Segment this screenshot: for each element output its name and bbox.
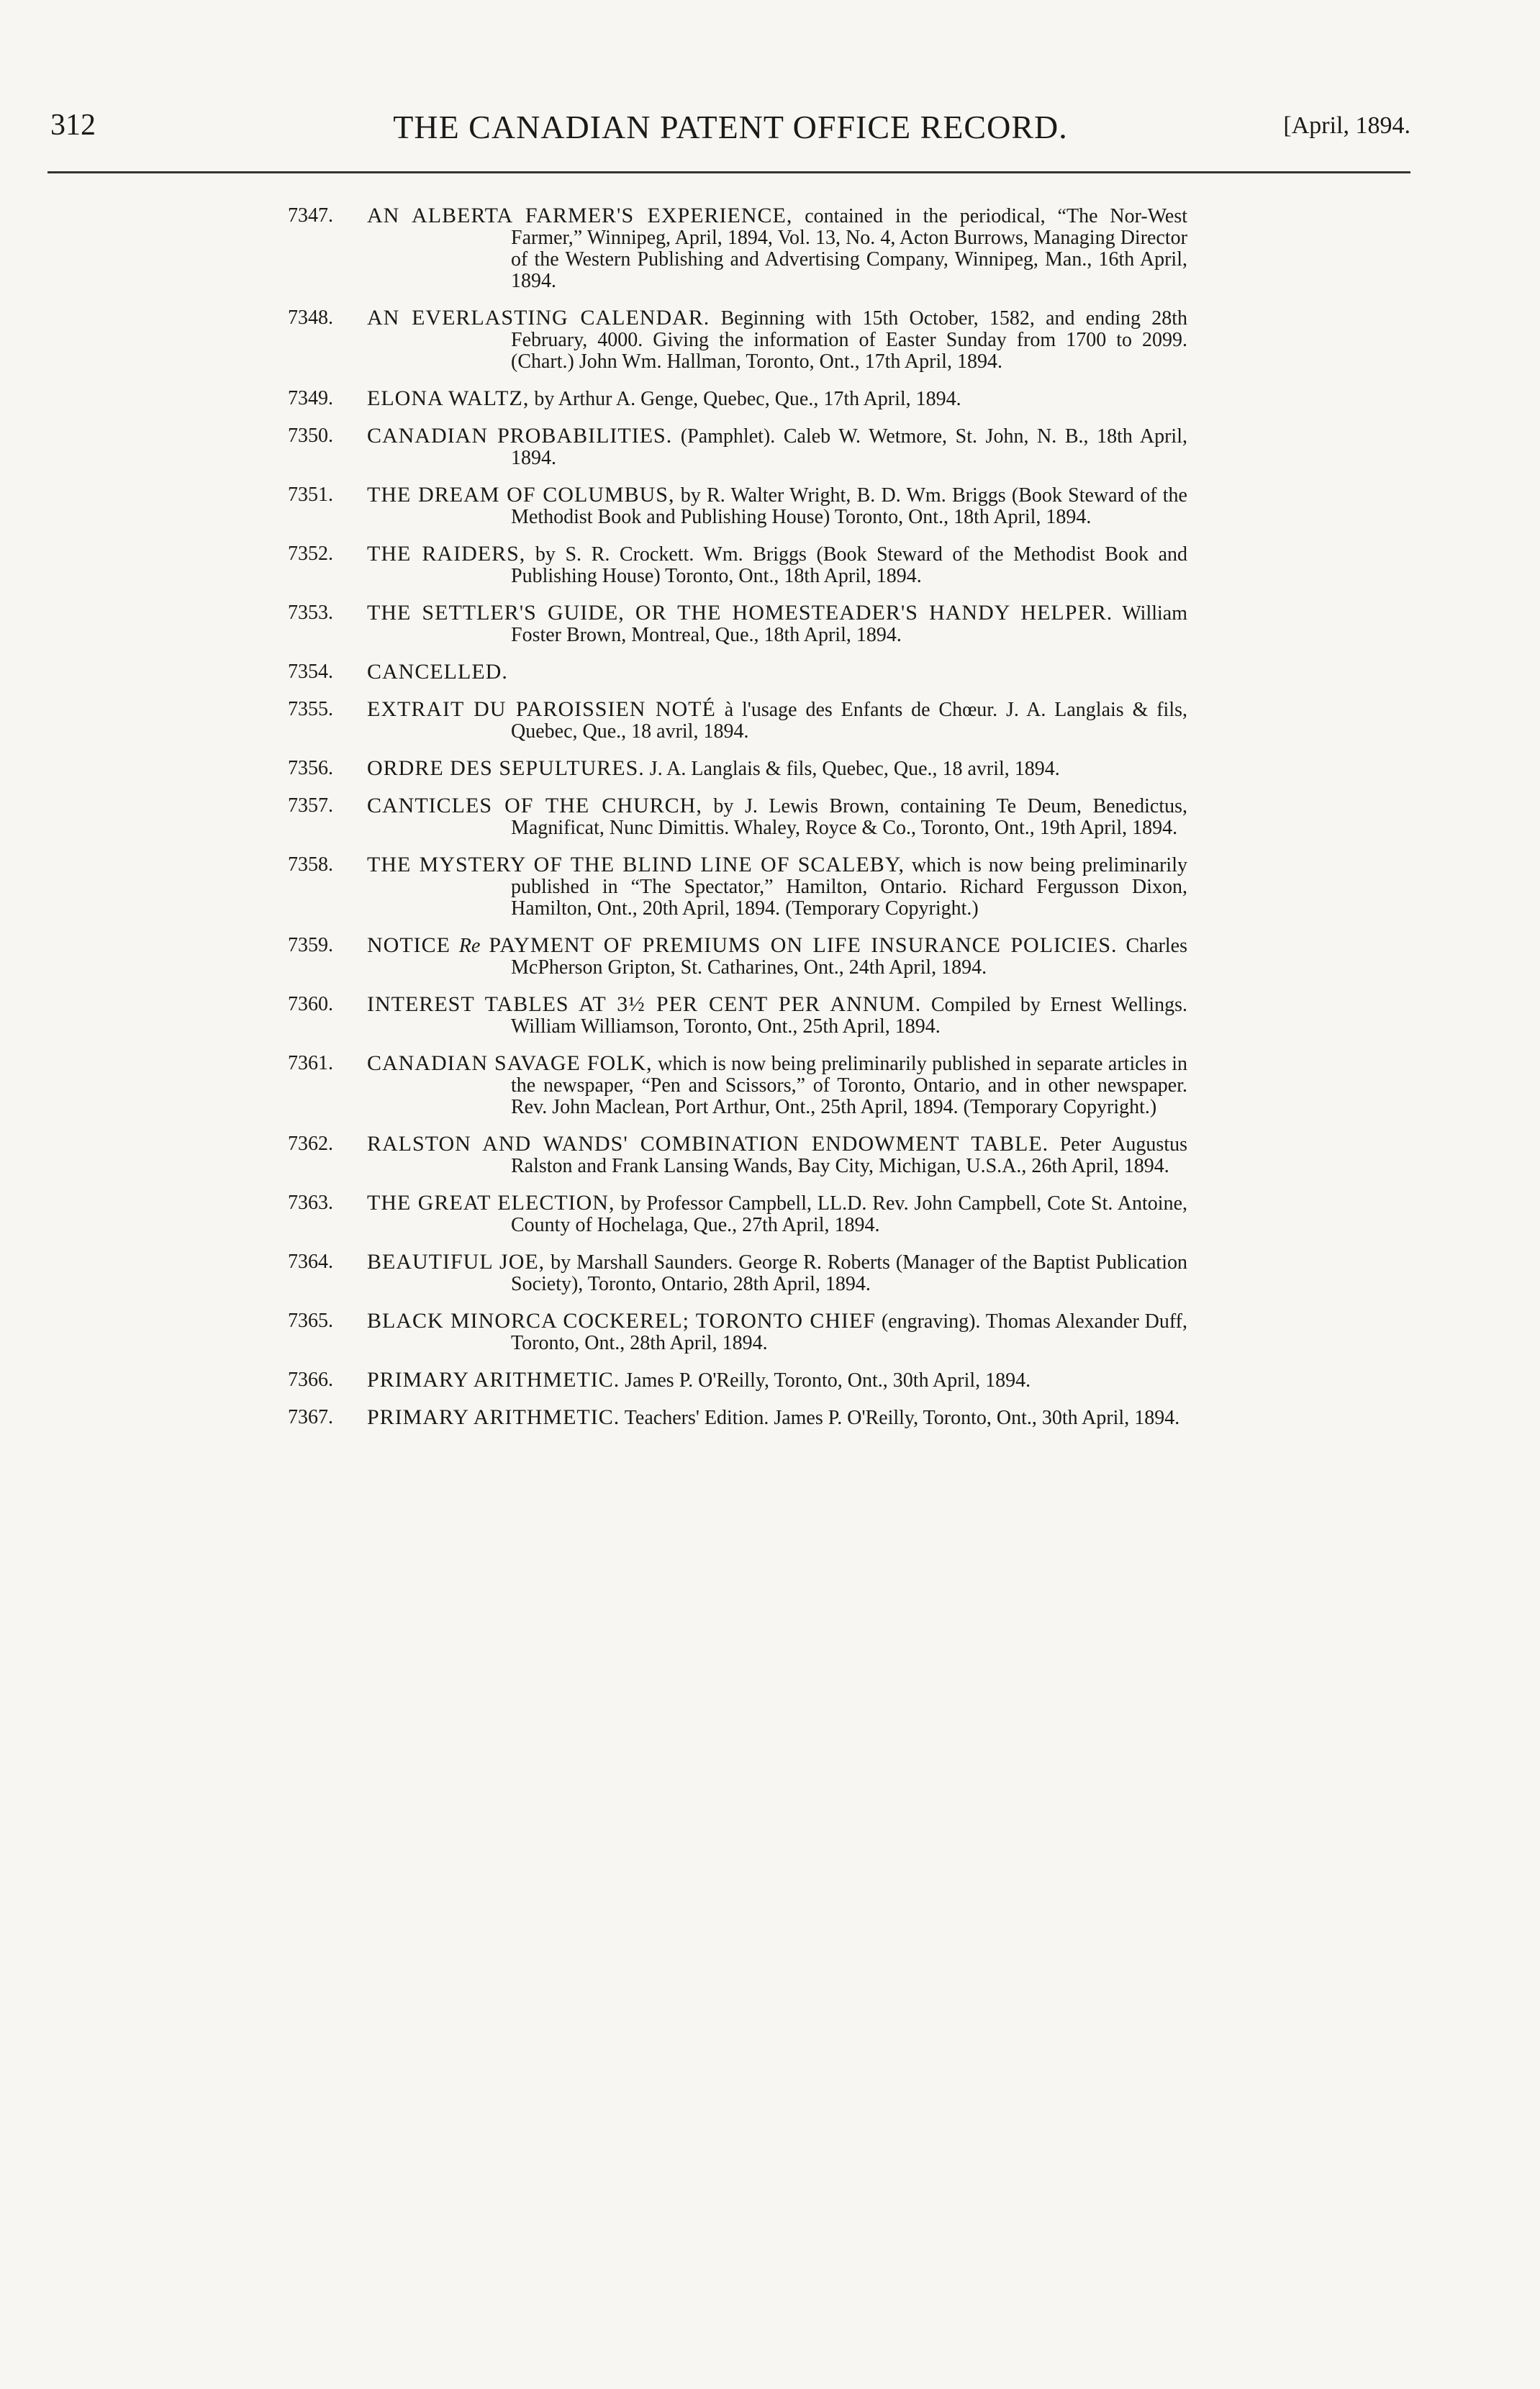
entry-number: 7362. bbox=[288, 1133, 333, 1155]
entry-number: 7360. bbox=[288, 993, 333, 1015]
entry-body bbox=[367, 854, 1187, 920]
entry-title: THE MYSTERY OF THE BLIND LINE OF SCALEBY, bbox=[367, 853, 905, 876]
entry bbox=[288, 388, 1187, 410]
entry-number: 7364. bbox=[288, 1251, 333, 1273]
entry-title: INTEREST TABLES AT 3½ PER CENT PER ANNUM. bbox=[367, 992, 922, 1016]
entry-number: 7348. bbox=[288, 307, 333, 329]
entry-number: 7350. bbox=[288, 425, 333, 447]
entry-body bbox=[367, 307, 1187, 373]
entry-body bbox=[367, 1369, 1187, 1392]
entry-body bbox=[367, 388, 1187, 410]
entry-body bbox=[367, 699, 1187, 743]
entry-body bbox=[367, 758, 1187, 780]
entry-number: 7367. bbox=[288, 1406, 333, 1428]
entry-number: 7353. bbox=[288, 602, 333, 624]
entry-title: CANADIAN SAVAGE FOLK, bbox=[367, 1051, 653, 1075]
entry bbox=[288, 1310, 1187, 1354]
entry bbox=[288, 543, 1187, 587]
entry-body bbox=[367, 1407, 1187, 1429]
entry-details: Compiled by Ernest Wellings. William Williamson, Toronto, Ont., 25th April, 1894. bbox=[511, 994, 1187, 1038]
entry bbox=[288, 1251, 1187, 1295]
entry-details: Charles McPherson Gripton, St. Catharines, Ont., 24th April, 1894. bbox=[511, 935, 1187, 979]
entry bbox=[288, 307, 1187, 373]
entry bbox=[288, 1192, 1187, 1236]
entry-body bbox=[367, 1192, 1187, 1236]
entry bbox=[288, 935, 1187, 979]
entry-title: THE DREAM OF COLUMBUS, bbox=[367, 483, 675, 507]
entry-details: by R. Walter Wright, B. D. Wm. Briggs (Book Steward of the Methodist Book and Publishing House) Toronto, Ont., 18th April, 1894. bbox=[511, 484, 1187, 528]
entry-details: William Foster Brown, Montreal, Que., 18th April, 1894. bbox=[511, 602, 1187, 646]
entry-details: à l'usage des Enfants de Chœur. J. A. Langlais & fils, Quebec, Que., 18 avril, 1894. bbox=[511, 699, 1188, 743]
entry-number: 7366. bbox=[288, 1369, 333, 1391]
entry-title: BLACK MINORCA COCKEREL; TORONTO CHIEF bbox=[367, 1309, 876, 1333]
entry bbox=[288, 661, 1187, 684]
entry-body bbox=[367, 661, 1187, 684]
entry-details: by Professor Campbell, LL.D. Rev. John Campbell, Cote St. Antoine, County of Hochelaga, Que., 27th April, 1894. bbox=[511, 1192, 1188, 1236]
entry bbox=[288, 994, 1187, 1038]
entry bbox=[288, 699, 1187, 743]
entry-number: 7356. bbox=[288, 757, 333, 779]
entry bbox=[288, 484, 1187, 528]
entry-body bbox=[367, 484, 1187, 528]
entry-number: 7352. bbox=[288, 543, 333, 565]
entry bbox=[288, 1053, 1187, 1118]
entry-details: by S. R. Crockett. Wm. Briggs (Book Steward of the Methodist Book and Publishing House) Toronto, Ont., 18th April, 1894. bbox=[511, 543, 1188, 587]
entry-details: (Pamphlet). Caleb W. Wetmore, St. John, N. B., 18th April, 1894. bbox=[511, 425, 1187, 469]
entry-details: (engraving). Thomas Alexander Duff, Toronto, Ont., 28th April, 1894. bbox=[511, 1310, 1188, 1354]
entry-details: by J. Lewis Brown, containing Te Deum, Benedictus, Magnificat, Nunc Dimittis. Whaley, Royce & Co., Toronto, Ont., 19th April, 1894. bbox=[511, 795, 1187, 839]
entry-title: ELONA WALTZ, bbox=[367, 386, 530, 410]
entry-title: CANTICLES OF THE CHURCH, bbox=[367, 794, 702, 817]
header-rule bbox=[47, 171, 1410, 173]
entry-body bbox=[367, 205, 1187, 292]
entry-body bbox=[367, 1133, 1187, 1177]
entry-details: contained in the periodical, “The Nor-West Farmer,” Winnipeg, April, 1894, Vol. 13, No. 4, Acton Burrows, Managing Director of the Western Publishing and Advertising Company, Winnipeg, Man., 16th April, 1894. bbox=[511, 205, 1187, 292]
entry-title: THE RAIDERS, bbox=[367, 542, 526, 566]
entry bbox=[288, 1369, 1187, 1392]
entry-title: AN ALBERTA FARMER'S EXPERIENCE, bbox=[367, 204, 793, 227]
entry-title: BEAUTIFUL JOE, bbox=[367, 1250, 545, 1274]
entry bbox=[288, 205, 1187, 292]
entry-details: by Marshall Saunders. George R. Roberts (Manager of the Baptist Publication Society), Toronto, Ontario, 28th April, 1894. bbox=[511, 1251, 1187, 1295]
entry-body bbox=[367, 543, 1187, 587]
entry-details: Beginning with 15th October, 1582, and ending 28th February, 4000. Giving the information of Easter Sunday from 1700 to 2099. (Chart.) John Wm. Hallman, Toronto, Ont., 17th April, 1894. bbox=[511, 307, 1187, 373]
entry bbox=[288, 758, 1187, 780]
entry-details: which is now being preliminarily published in “The Spectator,” Hamilton, Ontario. Richard Fergusson Dixon, Hamilton, Ont., 20th April, 1894. (Temporary Copyright.) bbox=[511, 854, 1187, 920]
entry-title: PRIMARY ARITHMETIC. bbox=[367, 1405, 620, 1429]
entry-title: PAYMENT OF PREMIUMS ON LIFE INSURANCE POLICIES. bbox=[489, 933, 1118, 957]
entry-body bbox=[367, 1310, 1187, 1354]
entry-list bbox=[288, 205, 1187, 1444]
entry-number: 7359. bbox=[288, 934, 333, 956]
entry-number: 7365. bbox=[288, 1310, 333, 1332]
running-title: THE CANADIAN PATENT OFFICE RECORD. bbox=[393, 109, 1068, 145]
entry-details: Teachers' Edition. James P. O'Reilly, Toronto, Ont., 30th April, 1894. bbox=[624, 1407, 1180, 1429]
entry-body bbox=[367, 935, 1187, 979]
entry bbox=[288, 425, 1187, 469]
entry-title: CANCELLED. bbox=[367, 660, 508, 684]
entry bbox=[288, 795, 1187, 839]
entry-number: 7361. bbox=[288, 1052, 333, 1074]
entry-number: 7358. bbox=[288, 853, 333, 876]
entry-title: THE GREAT ELECTION, bbox=[367, 1191, 615, 1215]
entry-number: 7354. bbox=[288, 661, 333, 683]
entry-title-prefix: NOTICE bbox=[367, 933, 450, 957]
entry-body bbox=[367, 602, 1187, 646]
entry bbox=[288, 1407, 1187, 1429]
page-number: 312 bbox=[50, 109, 96, 142]
entry-body bbox=[367, 994, 1187, 1038]
entry-number: 7355. bbox=[288, 698, 333, 720]
entry-title: RALSTON AND WANDS' COMBINATION ENDOWMENT TABLE. bbox=[367, 1132, 1049, 1156]
page-header bbox=[50, 108, 1410, 158]
entry-number: 7351. bbox=[288, 484, 333, 506]
entry-title: EXTRAIT DU PAROISSIEN NOTÉ bbox=[367, 697, 716, 721]
entry-body bbox=[367, 1251, 1187, 1295]
entry-number: 7349. bbox=[288, 387, 333, 409]
entry-details: James P. O'Reilly, Toronto, Ont., 30th April, 1894. bbox=[625, 1369, 1031, 1392]
entry-title-re: Re bbox=[458, 935, 481, 957]
entry-body bbox=[367, 425, 1187, 469]
entry-number: 7347. bbox=[288, 204, 333, 227]
entry-body bbox=[367, 795, 1187, 839]
entry-details: Peter Augustus Ralston and Frank Lansing Wands, Bay City, Michigan, U.S.A., 26th April, 1894. bbox=[511, 1133, 1188, 1177]
entry-number: 7363. bbox=[288, 1192, 333, 1214]
entry-title: THE SETTLER'S GUIDE, OR THE HOMESTEADER'S HANDY HELPER. bbox=[367, 601, 1113, 625]
entry-details: J. A. Langlais & fils, Quebec, Que., 18 avril, 1894. bbox=[649, 758, 1060, 780]
entry bbox=[288, 854, 1187, 920]
entry-title: ORDRE DES SEPULTURES. bbox=[367, 756, 645, 780]
entry-title: AN EVERLASTING CALENDAR. bbox=[367, 306, 710, 330]
entry-number: 7357. bbox=[288, 794, 333, 817]
entry-body bbox=[367, 1053, 1187, 1118]
header-date: [April, 1894. bbox=[1283, 112, 1410, 139]
entry-details: which is now being preliminarily published in separate articles in the newspaper, “Pen and Scissors,” of Toronto, Ontario, and in other newspaper. Rev. John Maclean, Port Arthur, Ont., 25th April, 1894. (Temporary Copyright.) bbox=[511, 1053, 1187, 1118]
entry bbox=[288, 1133, 1187, 1177]
entry-title: CANADIAN PROBABILITIES. bbox=[367, 424, 673, 448]
entry bbox=[288, 602, 1187, 646]
entry-title: PRIMARY ARITHMETIC. bbox=[367, 1368, 620, 1392]
entry-details: by Arthur A. Genge, Quebec, Que., 17th April, 1894. bbox=[534, 388, 961, 410]
